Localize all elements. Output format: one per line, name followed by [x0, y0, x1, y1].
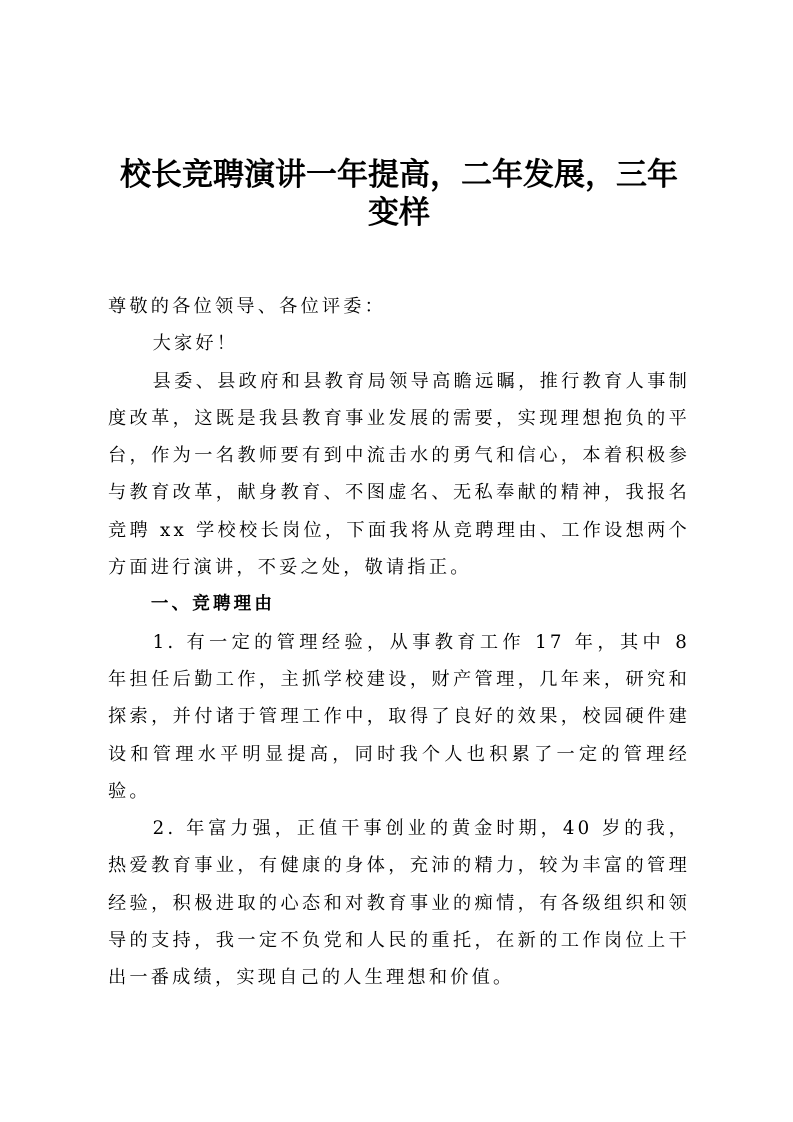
section-item-2: 2. 年富力强，正值干事创业的黄金时期，40 岁的我，热爱教育事业，有健康的身体，充沛的精力，较为丰富的管理经验，积极进取的心态和对教育事业的痴情，有各级组织和领导的支持，我一定不负党和人民的重托，在新的工作岗位上干出一番成绩，实现自己的人生理想和价值。 [108, 818, 690, 989]
greeting: 大家好！ [152, 333, 239, 355]
section-item-1: 1. 有一定的管理经验，从事教育工作 17 年，其中 8 年担任后勤工作，主抓学校建设，财产管理，几年来，研究和探索，并付诸于管理工作中，取得了良好的效果，校园硬件建设和管理水平明显提高，同时我个人也积累了一定的管理经验。 [108, 631, 690, 802]
document-body [108, 288, 690, 997]
section-heading: 一、竞聘理由 [150, 594, 276, 615]
intro-paragraph: 县委、县政府和县教育局领导高瞻远瞩，推行教育人事制度改革，这既是我县教育事业发展的需要，实现理想抱负的平台，作为一名教师要有到中流击水的勇气和信心，本着积极参与教育改革，献身教育、不图虚名、无私奉献的精神，我报名竞聘 xx 学校校长岗位，下面我将从竞聘理由、工作设想两个方面进行演讲，不妥之处，敬请指正。 [108, 370, 690, 579]
salutation: 尊敬的各位领导、各位评委： [108, 296, 387, 317]
document-title: 校长竞聘演讲一年提高，二年发展，三年变样 [120, 157, 678, 231]
